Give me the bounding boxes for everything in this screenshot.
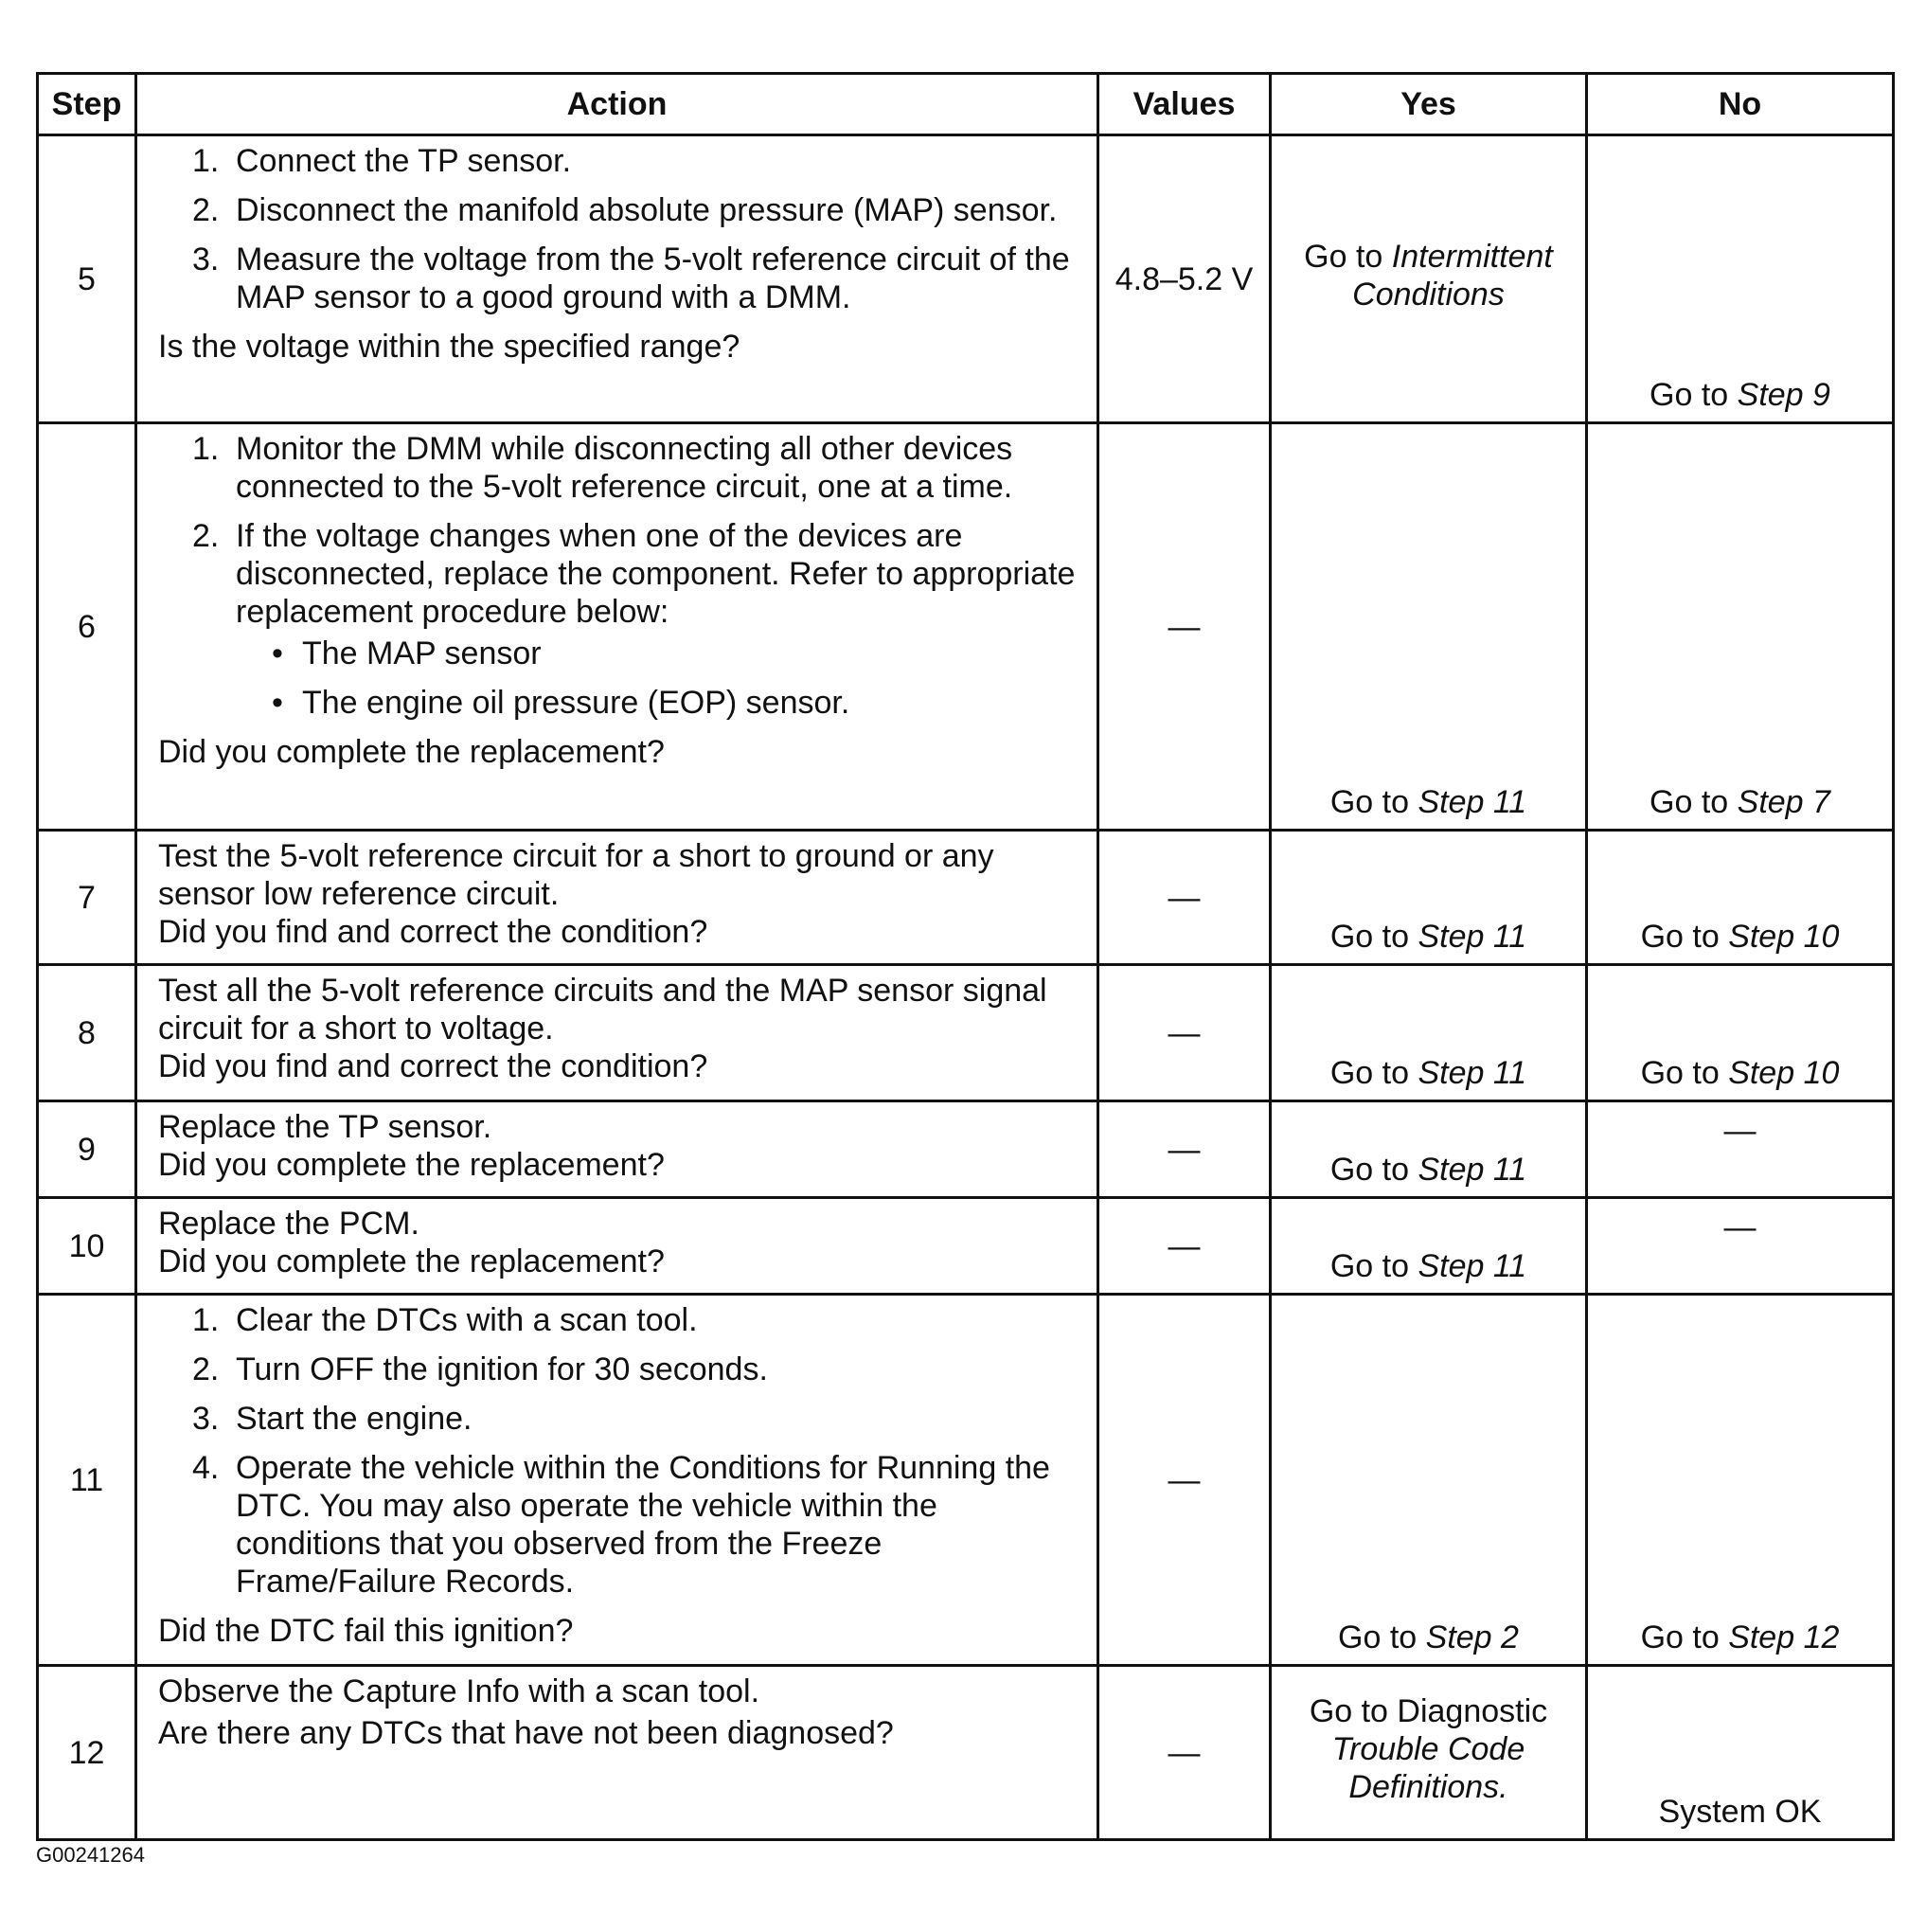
value-cell: 4.8–5.2 V <box>1098 135 1271 423</box>
action-question: Did you find and correct the condition? <box>158 1048 708 1084</box>
value-cell: — <box>1098 1198 1271 1295</box>
action-question: Did you find and correct the condition? <box>158 914 708 950</box>
step-number: 7 <box>38 831 136 965</box>
no-cell: System OK <box>1587 1666 1894 1840</box>
step-number: 8 <box>38 965 136 1101</box>
action-question: Did you complete the replacement? <box>158 1147 665 1183</box>
table-row <box>38 1666 1894 1840</box>
figure-id: G00241264 <box>36 1843 145 1867</box>
action-text: Replace the TP sensor. <box>158 1109 492 1145</box>
action-step: 1. Clear the DTCs with a scan tool. <box>192 1302 698 1338</box>
step-number: 11 <box>38 1295 136 1666</box>
yes-target: Intermittent Conditions <box>1352 238 1553 313</box>
action-cell <box>136 1295 1098 1666</box>
action-step: 2. Turn OFF the ignition for 30 seconds. <box>192 1351 768 1387</box>
value-cell: — <box>1098 423 1271 831</box>
action-cell <box>136 423 1098 831</box>
no-cell: Go to Step 10 <box>1587 831 1894 965</box>
no-target: Step 10 <box>1728 919 1840 955</box>
table-row <box>38 1295 1894 1666</box>
no-target: Step 9 <box>1737 377 1830 413</box>
action-cell <box>136 135 1098 423</box>
bullet-list <box>236 635 1076 722</box>
action-step: 2. Disconnect the manifold absolute pressure (MAP) sensor. <box>192 192 1058 228</box>
yes-target: Step 11 <box>1418 1152 1527 1188</box>
header-no: No <box>1587 74 1894 135</box>
action-text: Test the 5-volt reference circuit for a short to ground or any sensor low reference circuit. <box>158 838 994 912</box>
bullet-item: • The MAP sensor <box>272 635 542 671</box>
action-cell <box>136 831 1098 965</box>
action-cell <box>136 1101 1098 1198</box>
yes-target: Step 11 <box>1418 1248 1527 1284</box>
action-steps <box>158 430 1076 722</box>
action-steps <box>158 142 1076 316</box>
value-cell: — <box>1098 831 1271 965</box>
yes-cell: Go to Step 11 <box>1271 1198 1587 1295</box>
action-text: Observe the Capture Info with a scan tool. <box>158 1673 760 1709</box>
action-step: 1. Monitor the DMM while disconnecting all other devices connected to the 5-volt reference circuit, one at a time. <box>192 431 1013 505</box>
no-cell: Go to Step 10 <box>1587 965 1894 1101</box>
step-number: 9 <box>38 1101 136 1198</box>
action-text: Replace the PCM. <box>158 1206 419 1242</box>
yes-cell: Go to Intermittent Conditions <box>1271 135 1587 423</box>
table-row <box>38 1101 1894 1198</box>
action-text: Test all the 5-volt reference circuits and the MAP sensor signal circuit for a short to voltage. <box>158 973 1047 1046</box>
yes-prefix: Go to Diagnostic <box>1309 1692 1548 1729</box>
yes-cell: Go to Step 11 <box>1271 1101 1587 1198</box>
yes-cell: Go to Step 11 <box>1271 423 1587 831</box>
action-step: 3. Measure the voltage from the 5-volt reference circuit of the MAP sensor to a good ground with a DMM. <box>192 242 1070 315</box>
no-target: Step 7 <box>1737 784 1830 820</box>
no-cell: — <box>1587 1198 1894 1295</box>
value-cell: — <box>1098 1101 1271 1198</box>
value-cell: — <box>1098 965 1271 1101</box>
step-number: 5 <box>38 135 136 423</box>
value-cell: — <box>1098 1295 1271 1666</box>
action-cell <box>136 1666 1098 1840</box>
step-number: 6 <box>38 423 136 831</box>
diagnostic-table <box>36 72 1895 1841</box>
header-row <box>38 74 1894 135</box>
yes-target: Step 2 <box>1425 1619 1519 1655</box>
action-question: Did the DTC fail this ignition? <box>158 1613 574 1649</box>
action-steps <box>158 1301 1076 1601</box>
no-target: Step 10 <box>1728 1055 1840 1091</box>
bullet-item: • The engine oil pressure (EOP) sensor. <box>272 685 850 721</box>
action-step: 2. If the voltage changes when one of the devices are disconnected, replace the component. Refer to appropriate replacement procedure below: • The MAP sensor • The engine oil pressure (EOP) sensor. <box>192 518 1076 721</box>
yes-target: Step 11 <box>1418 784 1527 820</box>
header-step: Step <box>38 74 136 135</box>
yes-target: Trouble Code Definitions. <box>1331 1730 1525 1805</box>
table-row <box>38 423 1894 831</box>
yes-cell: Go to Step 11 <box>1271 965 1587 1101</box>
no-cell: — <box>1587 1101 1894 1198</box>
no-target: Step 12 <box>1728 1619 1840 1655</box>
action-question: Did you complete the replacement? <box>158 734 665 770</box>
table-row <box>38 135 1894 423</box>
yes-target: Step 11 <box>1418 1055 1527 1091</box>
action-step: 4. Operate the vehicle within the Conditions for Running the DTC. You may also operate the vehicle within the conditions that you observed from the Freeze Frame/Failure Records. <box>192 1450 1050 1600</box>
header-yes: Yes <box>1271 74 1587 135</box>
action-cell <box>136 1198 1098 1295</box>
action-step: 3. Start the engine. <box>192 1401 473 1437</box>
yes-target: Step 11 <box>1418 919 1527 955</box>
step-number: 12 <box>38 1666 136 1840</box>
yes-cell: Go to Step 2 <box>1271 1295 1587 1666</box>
yes-cell: Go to Step 11 <box>1271 831 1587 965</box>
action-cell <box>136 965 1098 1101</box>
header-action: Action <box>136 74 1098 135</box>
table-row <box>38 965 1894 1101</box>
table-row <box>38 831 1894 965</box>
yes-cell <box>1271 1666 1587 1840</box>
no-cell: Go to Step 7 <box>1587 423 1894 831</box>
action-question: Did you complete the replacement? <box>158 1243 665 1279</box>
no-cell: Go to Step 12 <box>1587 1295 1894 1666</box>
action-question: Is the voltage within the specified range? <box>158 329 740 365</box>
table-row <box>38 1198 1894 1295</box>
header-values: Values <box>1098 74 1271 135</box>
step-number: 10 <box>38 1198 136 1295</box>
action-question: Are there any DTCs that have not been diagnosed? <box>158 1715 894 1751</box>
value-cell: — <box>1098 1666 1271 1840</box>
no-cell: Go to Step 9 <box>1587 135 1894 423</box>
action-step: 1. Connect the TP sensor. <box>192 143 572 179</box>
